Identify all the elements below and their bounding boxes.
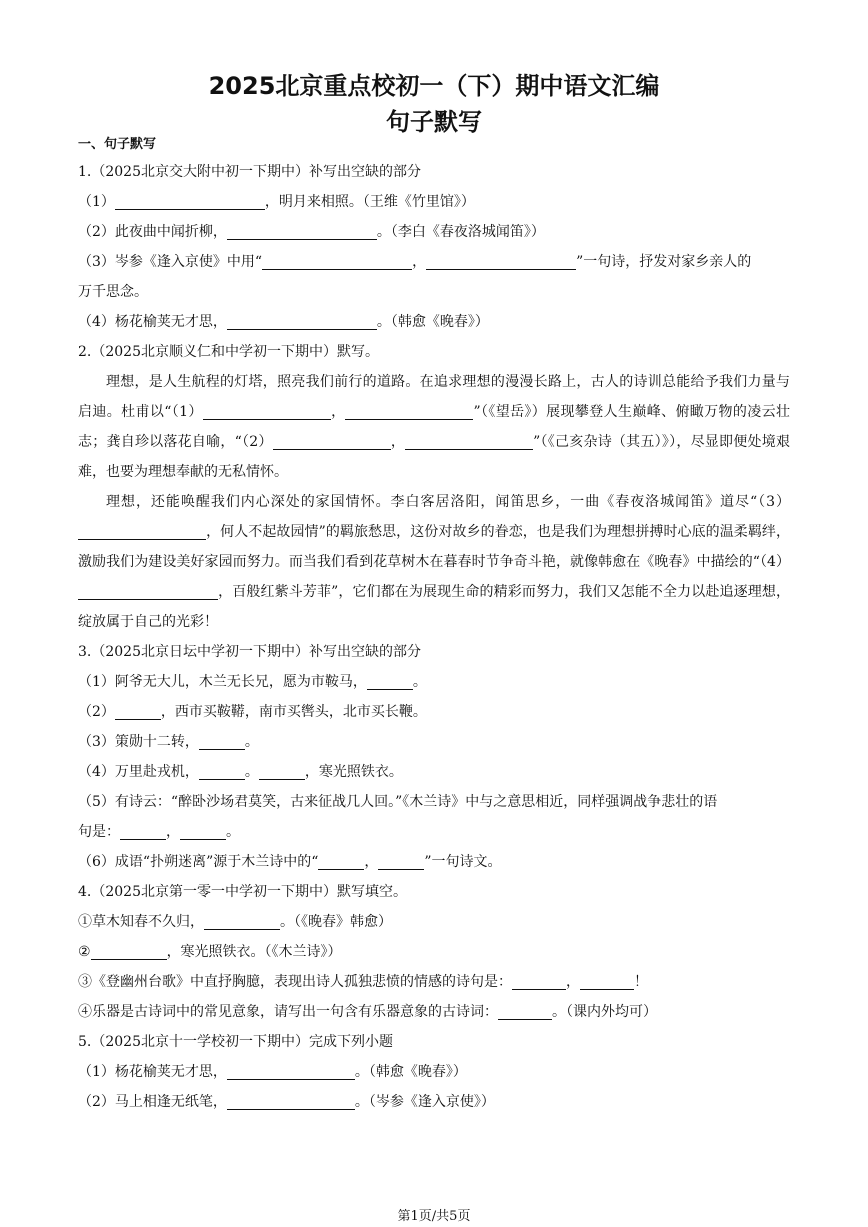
item-text: 。（岑参《逢入京使》） — [354, 1094, 495, 1110]
page-subtitle: 句子默写 — [386, 108, 482, 136]
question-3-item-3 — [78, 727, 790, 757]
answer-blank[interactable] — [115, 191, 265, 210]
answer-blank[interactable] — [378, 851, 424, 870]
paragraph-text: ，何人不起故园情”的羁旅愁思，这份对故乡的眷恋，也是我们为理想拼搏时心底的温柔羁绊，激励我们为建设美好家园而努力。而当我们看到花草树木在暮春时节争奇斗艳，就像韩愈在《晚春》中描绘的“（4） — [78, 524, 790, 570]
answer-blank[interactable] — [199, 761, 245, 780]
answer-blank[interactable] — [512, 971, 566, 990]
answer-blank[interactable] — [580, 971, 634, 990]
item-text: 。 — [226, 824, 240, 840]
question-4-item-1 — [78, 907, 790, 937]
item-text: ， — [364, 854, 379, 870]
question-3-item-4 — [78, 757, 790, 787]
question-2-paragraph-2 — [78, 487, 790, 637]
item-text: ，寒光照铁衣。 — [304, 764, 403, 780]
answer-blank[interactable] — [115, 701, 161, 720]
question-4-item-3 — [78, 967, 790, 997]
paragraph-text: ， — [390, 434, 406, 450]
answer-blank[interactable] — [227, 221, 377, 240]
item-text: ”一句诗，抒发对家乡亲人的 — [576, 254, 752, 270]
answer-blank[interactable] — [203, 401, 331, 420]
question-3-item-2 — [78, 697, 790, 727]
question-3-header: 3.（2025北京日坛中学初一下期中）补写出空缺的部分 — [78, 644, 421, 660]
answer-blank[interactable] — [78, 581, 218, 600]
answer-blank[interactable] — [405, 431, 533, 450]
answer-blank[interactable] — [227, 1091, 355, 1110]
item-text: ， — [566, 974, 580, 990]
question-3-item-1 — [78, 667, 790, 697]
item-prefix: （1） — [78, 194, 115, 210]
item-prefix: （6）成语“扑朔迷离”源于木兰诗中的“ — [78, 854, 319, 870]
item-prefix: （2）此夜曲中闻折柳， — [78, 224, 227, 240]
paragraph-text: 理想，还能唤醒我们内心深处的家国情怀。李白客居洛阳，闻笛思乡，一曲《春夜洛城闻笛》道尽“（3） — [106, 494, 790, 510]
item-text: ， — [166, 824, 180, 840]
item-text: ，明月来相照。（王维《竹里馆》） — [264, 194, 475, 210]
answer-blank[interactable] — [367, 671, 413, 690]
question-3-item-5: （5）有诗云：“醉卧沙场君莫笑，古来征战几人回。”《木兰诗》中与之意思相近，同样强调战争悲壮的语 — [78, 794, 718, 810]
item-prefix: （3）岑参《逢入京使》中用“ — [78, 254, 263, 270]
paragraph-text: ”（《望岳》）展现攀登人生巅峰、俯瞰万物的凌云壮志；龚自珍以落花自喻，“（2） — [78, 404, 790, 450]
answer-blank[interactable] — [199, 731, 245, 750]
answer-blank[interactable] — [318, 851, 364, 870]
item-text: ，寒光照铁衣。（《木兰诗》） — [166, 944, 342, 960]
answer-blank[interactable] — [78, 521, 206, 540]
page-footer: 第1页/共5页 — [397, 1209, 471, 1224]
answer-blank[interactable] — [259, 761, 305, 780]
answer-blank[interactable] — [91, 941, 167, 960]
page-title: 2025北京重点校初一（下）期中语文汇编 — [208, 72, 660, 100]
question-3-item-6 — [78, 847, 790, 877]
item-text: 。 — [244, 764, 259, 780]
item-text: ！ — [634, 974, 648, 990]
item-text: 。（韩愈《晚春》） — [354, 1064, 467, 1080]
paragraph-text: 理想，是人生航程的灯塔，照亮我们前行的道路。在追求理想的漫漫长路上，古人的诗训总能给予我们力量与启迪。杜甫以“（1） — [78, 374, 790, 420]
item-prefix: ④乐器是古诗词中的常见意象，请写出一句含有乐器意象的古诗词： — [78, 1004, 498, 1020]
question-2-paragraph-1 — [78, 367, 790, 487]
question-3-item-5-cont — [78, 817, 790, 847]
item-prefix: （1）阿爷无大儿，木兰无长兄，愿为市鞍马， — [78, 674, 367, 690]
answer-blank[interactable] — [227, 1061, 355, 1080]
item-text: ”一句诗文。 — [424, 854, 502, 870]
item-prefix: （4）杨花榆荚无才思， — [78, 314, 227, 330]
document-body — [78, 135, 790, 1117]
item-prefix: ①草木知春不久归， — [78, 914, 204, 930]
answer-blank[interactable] — [345, 401, 473, 420]
item-prefix: （4）万里赴戎机， — [78, 764, 199, 780]
question-1-item-2 — [78, 217, 790, 247]
item-text: ，西市买鞍鞯，南市买辔头，北市买长鞭。 — [160, 704, 427, 720]
question-1-header: 1.（2025北京交大附中初一下期中）补写出空缺的部分 — [78, 164, 421, 180]
question-4-item-4 — [78, 997, 790, 1027]
paragraph-text: ，百般红紫斗芳菲”，它们都在为展现生命的精彩而努力，我们又怎能不全力以赴追逐理想，绽放属于自己的光彩！ — [78, 584, 790, 630]
question-5-item-2 — [78, 1087, 790, 1117]
answer-blank[interactable] — [227, 311, 377, 330]
question-1-item-1 — [78, 187, 790, 217]
item-text: 。（李白《春夜洛城闻笛》） — [376, 224, 545, 240]
question-1-item-4 — [78, 307, 790, 337]
question-5-header: 5.（2025北京十一学校初一下期中）完成下列小题 — [78, 1034, 393, 1050]
answer-blank[interactable] — [498, 1001, 552, 1020]
item-text: 。（《晚春》韩愈） — [280, 914, 392, 930]
item-text: 。 — [412, 674, 427, 690]
answer-blank[interactable] — [180, 821, 226, 840]
item-text: 句是： — [78, 824, 120, 840]
item-text: 。（韩愈《晚春》） — [376, 314, 489, 330]
question-1-item-3 — [78, 247, 790, 277]
question-4-header: 4.（2025北京第一零一中学初一下期中）默写填空。 — [78, 884, 407, 900]
section-heading: 一、句子默写 — [78, 137, 157, 152]
item-text: 。（课内外均可） — [552, 1004, 657, 1020]
question-1-item-3-cont: 万千思念。 — [78, 284, 148, 300]
item-prefix: （1）杨花榆荚无才思， — [78, 1064, 227, 1080]
question-2-header: 2.（2025北京顺义仁和中学初一下期中）默写。 — [78, 344, 379, 360]
item-text: 。 — [244, 734, 259, 750]
item-prefix: ③《登幽州台歌》中直抒胸臆，表现出诗人孤独悲愤的情感的诗句是： — [78, 974, 512, 990]
answer-blank[interactable] — [273, 431, 391, 450]
answer-blank[interactable] — [426, 251, 576, 270]
question-5-item-1 — [78, 1057, 790, 1087]
answer-blank[interactable] — [120, 821, 166, 840]
item-prefix: （2）马上相逢无纸笔， — [78, 1094, 227, 1110]
item-prefix: ② — [78, 944, 91, 960]
question-4-item-2 — [78, 937, 790, 967]
answer-blank[interactable] — [262, 251, 412, 270]
item-text: ， — [412, 254, 427, 270]
item-prefix: （3）策勋十二转， — [78, 734, 199, 750]
answer-blank[interactable] — [204, 911, 280, 930]
item-prefix: （2） — [78, 704, 115, 720]
paragraph-text: ， — [330, 404, 346, 420]
paragraph-text: ”（《己亥杂诗（其五）》），尽显即便处境艰难，也要为理想奉献的无私情怀。 — [78, 434, 791, 480]
